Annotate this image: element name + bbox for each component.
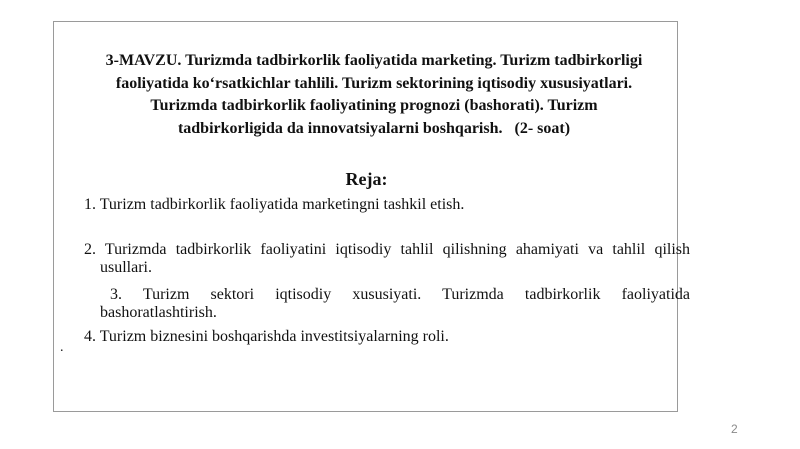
stray-dot: .	[60, 340, 64, 355]
title-line: faoliyatida ko‘rsatkichlar tahlili. Turizm sektorining iqtisodiy xususiyatlari.	[115, 74, 633, 92]
topic-title	[84, 50, 664, 140]
slide-content-box	[53, 21, 690, 412]
title-line: 3-MAVZU. Turizmda tadbirkorlik faoliyatida marketing. Turizm tadbirkorligi	[105, 52, 643, 69]
plan-heading: Reja:	[345, 169, 388, 189]
page-number: 2	[731, 422, 738, 436]
title-line: Turizmda tadbirkorlik faoliyatining prognozi (bashorati). Turizm	[150, 97, 598, 114]
plan-item: 1. Turizm tadbirkorlik faoliyatida marketingni tashkil etish.	[84, 196, 465, 213]
title-line: tadbirkorligida da innovatsiyalarni boshqarish. (2- soat)	[177, 119, 571, 137]
plan-item: 4. Turizm biznesini boshqarishda investitsiyalarning roli.	[84, 328, 449, 345]
plan-item: 3. Turizm sektori iqtisodiy xususiyati. Turizmda tadbirkorlik faoliyatida bashoratlashtirish.	[100, 286, 690, 321]
plan-item: 2. Turizmda tadbirkorlik faoliyatini iqtisodiy tahlil qilishning ahamiyati va tahlil qilish usullari.	[84, 241, 690, 276]
